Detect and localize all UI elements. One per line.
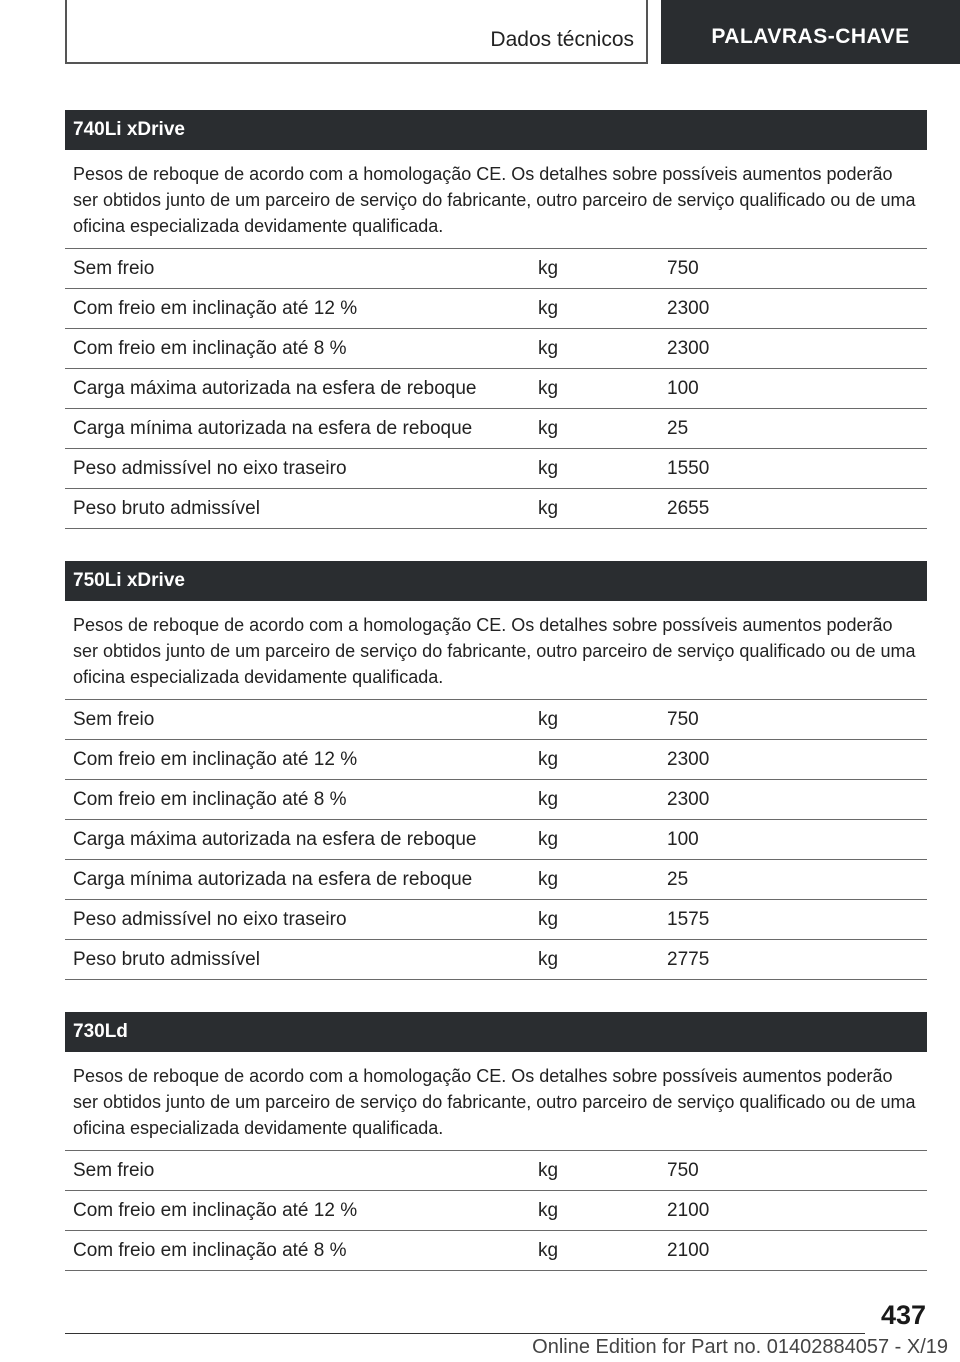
row-unit: kg [538, 417, 559, 439]
row-value: 2775 [667, 948, 710, 970]
row-label: Carga máxima autorizada na esfera de reboque [73, 377, 477, 399]
page-content [65, 110, 927, 1303]
row-unit: kg [538, 748, 559, 770]
section-title: 730Ld [65, 1012, 927, 1052]
row-label: Com freio em inclinação até 8 % [73, 1239, 347, 1261]
row-unit: kg [538, 828, 559, 850]
section-description: Pesos de reboque de acordo com a homologação CE. Os detalhes sobre possíveis aumentos poderão ser obtidos junto de um parceiro de serviço do fabricante, outro parceiro de serviço qualificado ou de uma oficina especializada devidamente qualificada. [73, 164, 916, 236]
row-unit: kg [538, 948, 559, 970]
row-value: 25 [667, 417, 689, 439]
footer-divider [65, 1333, 865, 1334]
weights-table [65, 699, 927, 980]
row-label: Sem freio [73, 1159, 155, 1181]
row-value: 2300 [667, 337, 710, 359]
section-description: Pesos de reboque de acordo com a homologação CE. Os detalhes sobre possíveis aumentos poderão ser obtidos junto de um parceiro de serviço do fabricante, outro parceiro de serviço qualificado ou de uma oficina especializada devidamente qualificada. [73, 1066, 916, 1138]
row-value: 750 [667, 257, 699, 279]
table-row [65, 409, 927, 449]
row-value: 1550 [667, 457, 710, 479]
row-unit: kg [538, 1239, 559, 1261]
row-unit: kg [538, 497, 559, 519]
table-row [65, 740, 927, 780]
table-row [65, 1191, 927, 1231]
section-description: Pesos de reboque de acordo com a homologação CE. Os detalhes sobre possíveis aumentos poderão ser obtidos junto de um parceiro de serviço do fabricante, outro parceiro de serviço qualificado ou de uma oficina especializada devidamente qualificada. [73, 615, 916, 687]
row-unit: kg [538, 708, 559, 730]
row-label: Com freio em inclinação até 12 % [73, 297, 358, 319]
table-row [65, 369, 927, 409]
row-value: 1575 [667, 908, 710, 930]
row-value: 750 [667, 708, 699, 730]
row-unit: kg [538, 868, 559, 890]
table-row [65, 820, 927, 860]
row-value: 25 [667, 868, 689, 890]
row-label: Carga mínima autorizada na esfera de reboque [73, 417, 473, 439]
row-label: Peso admissível no eixo traseiro [73, 457, 347, 479]
row-unit: kg [538, 377, 559, 399]
row-label: Peso admissível no eixo traseiro [73, 908, 347, 930]
row-label: Sem freio [73, 257, 155, 279]
row-unit: kg [538, 1199, 559, 1221]
row-value: 2100 [667, 1239, 710, 1261]
weights-table [65, 1150, 927, 1271]
table-row [65, 329, 927, 369]
row-unit: kg [538, 457, 559, 479]
table-row [65, 289, 927, 329]
row-label: Com freio em inclinação até 8 % [73, 788, 347, 810]
section-750li-xdrive [65, 561, 927, 980]
row-label: Carga mínima autorizada na esfera de reboque [73, 868, 473, 890]
row-unit: kg [538, 297, 559, 319]
row-value: 2300 [667, 297, 710, 319]
header-title: Dados técnicos [490, 28, 634, 51]
row-unit: kg [538, 908, 559, 930]
row-value: 100 [667, 828, 699, 850]
table-row [65, 900, 927, 940]
row-label: Sem freio [73, 708, 155, 730]
table-row [65, 249, 927, 289]
table-row [65, 1151, 927, 1191]
row-value: 100 [667, 377, 699, 399]
row-value: 2655 [667, 497, 710, 519]
row-label: Com freio em inclinação até 8 % [73, 337, 347, 359]
keywords-tab[interactable]: PALAVRAS-CHAVE [661, 0, 960, 64]
row-label: Peso bruto admissível [73, 497, 260, 519]
row-value: 750 [667, 1159, 699, 1181]
row-label: Com freio em inclinação até 12 % [73, 1199, 358, 1221]
row-label: Carga máxima autorizada na esfera de reboque [73, 828, 477, 850]
row-value: 2300 [667, 748, 710, 770]
row-unit: kg [538, 337, 559, 359]
table-row [65, 780, 927, 820]
table-row [65, 449, 927, 489]
table-row [65, 700, 927, 740]
row-label: Com freio em inclinação até 12 % [73, 748, 358, 770]
table-row [65, 1231, 927, 1271]
footer-edition-text: Online Edition for Part no. 01402884057 - X/19 [532, 1336, 948, 1358]
table-row [65, 860, 927, 900]
section-730ld [65, 1012, 927, 1271]
row-label: Peso bruto admissível [73, 948, 260, 970]
section-title: 740Li xDrive [65, 110, 927, 150]
section-740li-xdrive [65, 110, 927, 529]
weights-table [65, 248, 927, 529]
row-unit: kg [538, 1159, 559, 1181]
page-number: 437 [880, 1300, 926, 1330]
row-unit: kg [538, 257, 559, 279]
table-row [65, 489, 927, 529]
row-unit: kg [538, 788, 559, 810]
section-title: 750Li xDrive [65, 561, 927, 601]
table-row [65, 940, 927, 980]
row-value: 2300 [667, 788, 710, 810]
row-value: 2100 [667, 1199, 710, 1221]
header-frame [65, 0, 648, 64]
